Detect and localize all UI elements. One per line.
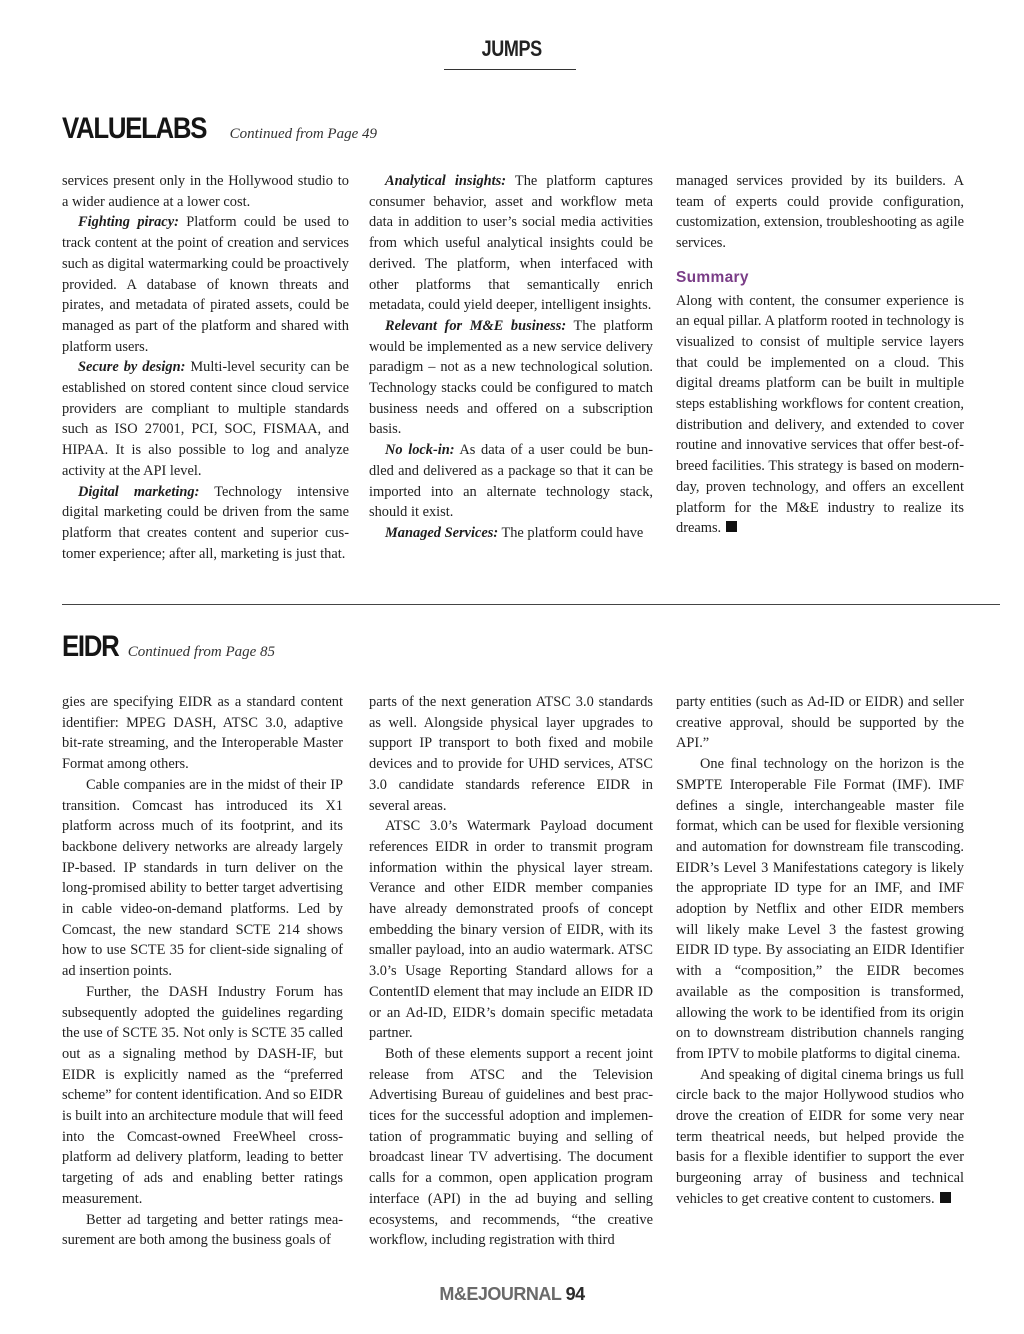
- continued-link[interactable]: Continued from Page 49: [229, 126, 377, 142]
- paragraph: Managed Services: The platform could have: [385, 524, 644, 541]
- article-name: EIDR: [62, 630, 119, 663]
- lead-in: Analytical insights:: [385, 173, 507, 189]
- paragraph: Further, the DASH Industry Forum has subsequently adopted the guidelines regarding the use of SCTE 35. Not only is SCTE 35 called out as a signaling method by DASH-IF, but EIDR is explicitly named as the “preferred scheme” for content identification. And so EIDR is built into an architecture module that will feed into the Comcast-owned FreeWheel cross-platform ad delivery platform, leading to better targeting of ads and enabling better ratings measurement.: [62, 983, 343, 1207]
- valuelabs-heading: [62, 112, 377, 146]
- lead-in: Secure by design:: [78, 359, 186, 376]
- paragraph: managed services provided by its builders. A team of experts could provide configuration, customization, extension, troubleshooting as agile services.: [676, 173, 964, 252]
- eidr-column-1: [62, 692, 343, 1251]
- paragraph: Digital marketing: Technology intensive digital marketing could be driven from the same platform that creates content and superior customer experience; after all, marketing is just that.: [62, 483, 350, 562]
- paragraph: parts of the next generation ATSC 3.0 standards as well. Alongside physical layer upgrades to support IP transport to both fixed and mobile devices and to provide for UHD services, ATSC 3.0 candidate standards reference EIDR in several areas.: [369, 694, 653, 814]
- lead-in: Relevant for M&E business:: [385, 317, 567, 334]
- article-name: VALUELABS: [62, 112, 207, 145]
- lead-in: Managed Services:: [385, 524, 499, 541]
- paragraph: Cable companies are in the midst of their IP transition. Comcast has introduced its X1 platform across much of its footprint, and its backbone delivery networks are already largely IP-based. IP standards in turn deliver on the long-promised ability to better target advertising in cable video-on-demand platforms. Led by Comcast, the new standard SCTE 214 shows how to use SCTE 35 for client-side signaling of ad insertion points.: [62, 776, 343, 980]
- paragraph: One final technology on the horizon is the SMPTE Interoperable File Format (IMF). IMF defines a single, interchangeable master file format, which can be used for flexible versioning and automation for downstream file transcoding. EIDR’s Level 3 Manifestations category is likely the appropriate ID type for an IMF, and IMF adoption by Netflix and other EIDR members will likely make Level 3 the fastest growing EIDR ID type. By associating an EIDR Identifier with a “composition,” the EIDR becomes available as the composition is transformed, allowing the work to be identified from its origin on to downstream distribution channels ranging from IPTV to mobile platforms to digital cinema.: [676, 756, 964, 1062]
- end-mark-icon: [940, 1192, 951, 1203]
- summary-heading: Summary: [676, 268, 749, 286]
- paragraph: And speaking of digital cinema brings us full circle back to the major Hollywood studios who drove the creation of EIDR for some very near term theatrical needs, but helped provide the basis for a flexible identifier to support the ever burgeoning array of business and technical vehicles to get creative content to customers.: [676, 1066, 964, 1207]
- lead-in: Fighting piracy:: [78, 214, 179, 231]
- page-header: [0, 36, 1024, 62]
- journal-brand: M&EJOURNAL: [439, 1284, 562, 1304]
- paragraph: ATSC 3.0’s Watermark Payload document references EIDR in order to transmit program information within the physical layer stream. Verance and other EIDR member companies have already demonstrated proofs of concept embedding the binary version of EIDR, with its smaller payload, into an audio watermark. ATSC 3.0’s Usage Reporting Standard allows for a ContentID element that may include an EIDR ID or an Ad-ID, EIDR’s domain specific metadata partner.: [369, 818, 653, 1042]
- paragraph: Relevant for M&E business: The platform would be implemented as a new service delivery paradigm – not as a new technological solution. Technology stacks could be configured to match business needs and offered on a subscription basis.: [369, 317, 653, 438]
- eidr-column-2: [369, 692, 653, 1251]
- header-rule: [444, 69, 576, 70]
- lead-in: No lock-in:: [385, 442, 455, 459]
- eidr-column-3: [676, 692, 964, 1210]
- valuelabs-column-1: [62, 171, 349, 564]
- valuelabs-column-3: [676, 171, 964, 539]
- paragraph: Along with content, the consumer experience is an equal pillar. A platform rooted in technology is visualized to consist of multiple service layers that could be implemented on a cloud. This digital dreams platform can be built in multiple steps establishing workflows for content creation, distribution and delivery, and extended to cover routine and innovative services that offer best-of-breed facilities. This strategy is based on modernday, proven technology, and offers an excellent platform for the M&E industry to realize its dreams.: [676, 292, 964, 537]
- section-title: JUMPS: [481, 36, 543, 61]
- end-mark-icon: [726, 521, 737, 532]
- continued-link[interactable]: Continued from Page 85: [127, 644, 276, 660]
- paragraph: No lock-in: As data of a user could be bundled and delivered as a package so that it can be imported into an alternate technology stack, should it exist.: [369, 442, 653, 521]
- paragraph: services present only in the Hollywood studio to a wider audience at a lower cost.: [62, 173, 349, 210]
- lead-in: Digital marketing:: [78, 483, 200, 500]
- paragraph: Secure by design: Multi-level security can be established on stored content since cloud service providers are compliant to multiple standards such as ISO 27001, PCI, SOC, FISMAA, and HIPAA. It is also possible to log and analyze activity at the API level.: [62, 359, 350, 479]
- paragraph: Analytical insights: The platform captures consumer behavior, asset and workflow meta data in addition to user’s social media activities from which useful analytical insights could be derived. The platform, when interfaced with other platforms that semantically enrich metadata, could yield deeper, intelligent insights.: [369, 173, 653, 314]
- paragraph: Better ad targeting and better ratings measurement are both among the business goals of: [62, 1211, 343, 1249]
- section-divider: [62, 604, 1000, 605]
- paragraph: party entities (such as Ad-ID or EIDR) and seller creative approval, should be supported by the API.”: [676, 694, 964, 752]
- page-footer: [0, 1284, 1024, 1305]
- paragraph: Both of these elements support a recent joint release from ATSC and the Television Advertising Bureau of guidelines and best practices for the successful adoption and implementation of programmatic buying and selling of broadcast linear TV advertising. The document calls for a common, open application program interface (API) in the ad buying and selling ecosystems, and recommends, “the creative workflow, including registration with third: [369, 1045, 653, 1249]
- eidr-heading: [62, 630, 275, 664]
- valuelabs-column-2: [369, 171, 653, 544]
- paragraph: gies are specifying EIDR as a standard content identifier: MPEG DASH, ATSC 3.0, adaptive bit-rate streaming, and the Interoperable Master Format among others.: [62, 694, 343, 773]
- paragraph: Fighting piracy: Platform could be used to track content at the point of creation and services such as digital watermarking could be proactively provided. A database of known threats and pirates, and metadata of pirated assets, could be managed as part of the platform and shared with platform users.: [62, 214, 349, 355]
- page-number: 94: [565, 1284, 585, 1304]
